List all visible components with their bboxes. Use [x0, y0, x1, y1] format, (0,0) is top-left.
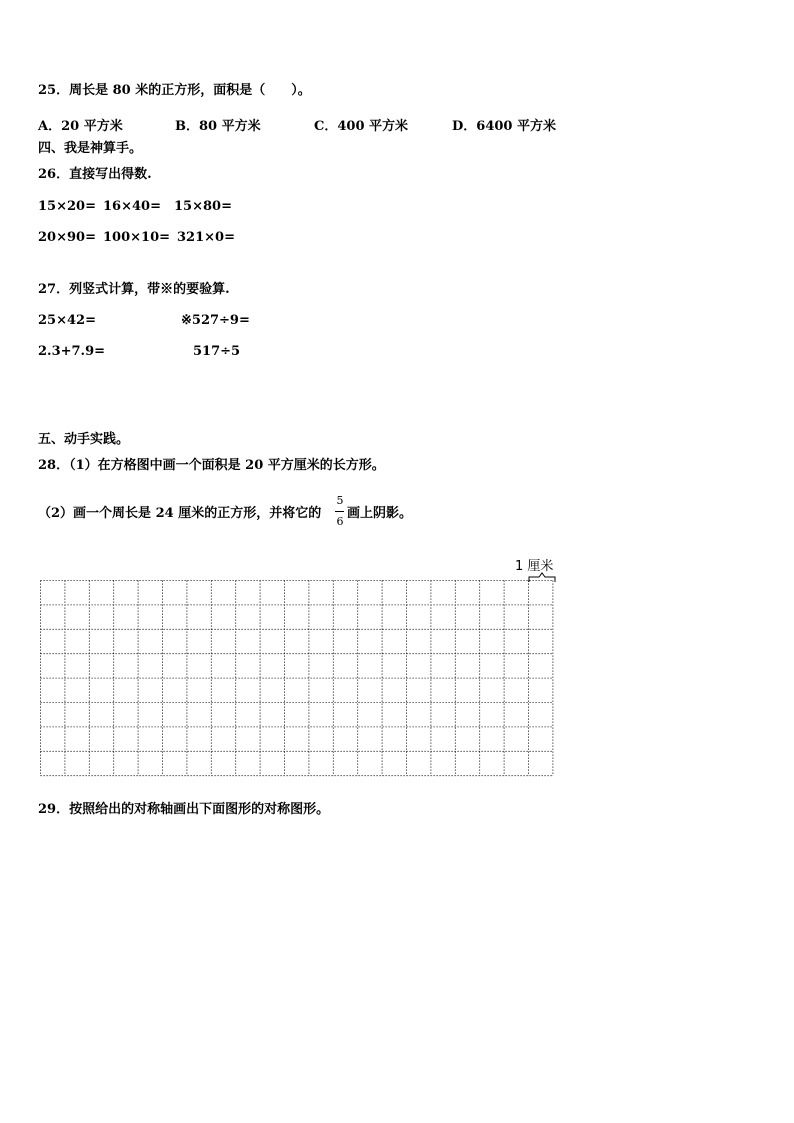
q25-option-a: A．20 平方米 — [38, 119, 123, 134]
section4-title: 四、我是神算手。 — [38, 141, 143, 156]
q25-stem: 25．周长是 80 米的正方形，面积是（ ）。 — [38, 83, 311, 98]
fraction-numerator: 5 — [336, 494, 344, 507]
q25-option-d: D．6400 平方米 — [452, 119, 556, 134]
q26-expr-6: 321×0= — [177, 230, 235, 245]
square-grid[interactable] — [40, 580, 554, 780]
q28-part2-before: （2）画一个周长是 24 厘米的正方形，并将它的 — [38, 506, 322, 521]
q26-expr-4: 20×90= — [38, 230, 96, 245]
q26-stem: 26．直接写出得数. — [38, 167, 152, 182]
q27-expr-3: 2.3+7.9= — [38, 344, 106, 359]
q27-expr-1: 25×42= — [38, 313, 96, 328]
fraction-denominator: 6 — [336, 515, 344, 528]
q27-expr-2: ※527÷9= — [181, 313, 250, 328]
section5-title: 五、动手实践。 — [38, 432, 130, 447]
q26-expr-3: 15×80= — [174, 199, 232, 214]
q27-stem: 27．列竖式计算，带※的要验算. — [38, 282, 230, 297]
q27-expr-4: 517÷5 — [193, 344, 241, 359]
q25-option-b: B．80 平方米 — [175, 119, 261, 134]
q26-expr-2: 16×40= — [103, 199, 161, 214]
q26-expr-1: 15×20= — [38, 199, 96, 214]
fraction-bar — [335, 511, 344, 512]
q26-expr-5: 100×10= — [103, 230, 171, 245]
q28-part1: 28．（1）在方格图中画一个面积是 20 平方厘米的长方形。 — [38, 458, 385, 473]
q29-stem: 29．按照给出的对称轴画出下面图形的对称图形。 — [38, 802, 330, 817]
unit-label: 1 厘米 — [515, 559, 554, 574]
q28-part2-after: 画上阴影。 — [347, 506, 413, 521]
q25-option-c: C．400 平方米 — [314, 119, 409, 134]
